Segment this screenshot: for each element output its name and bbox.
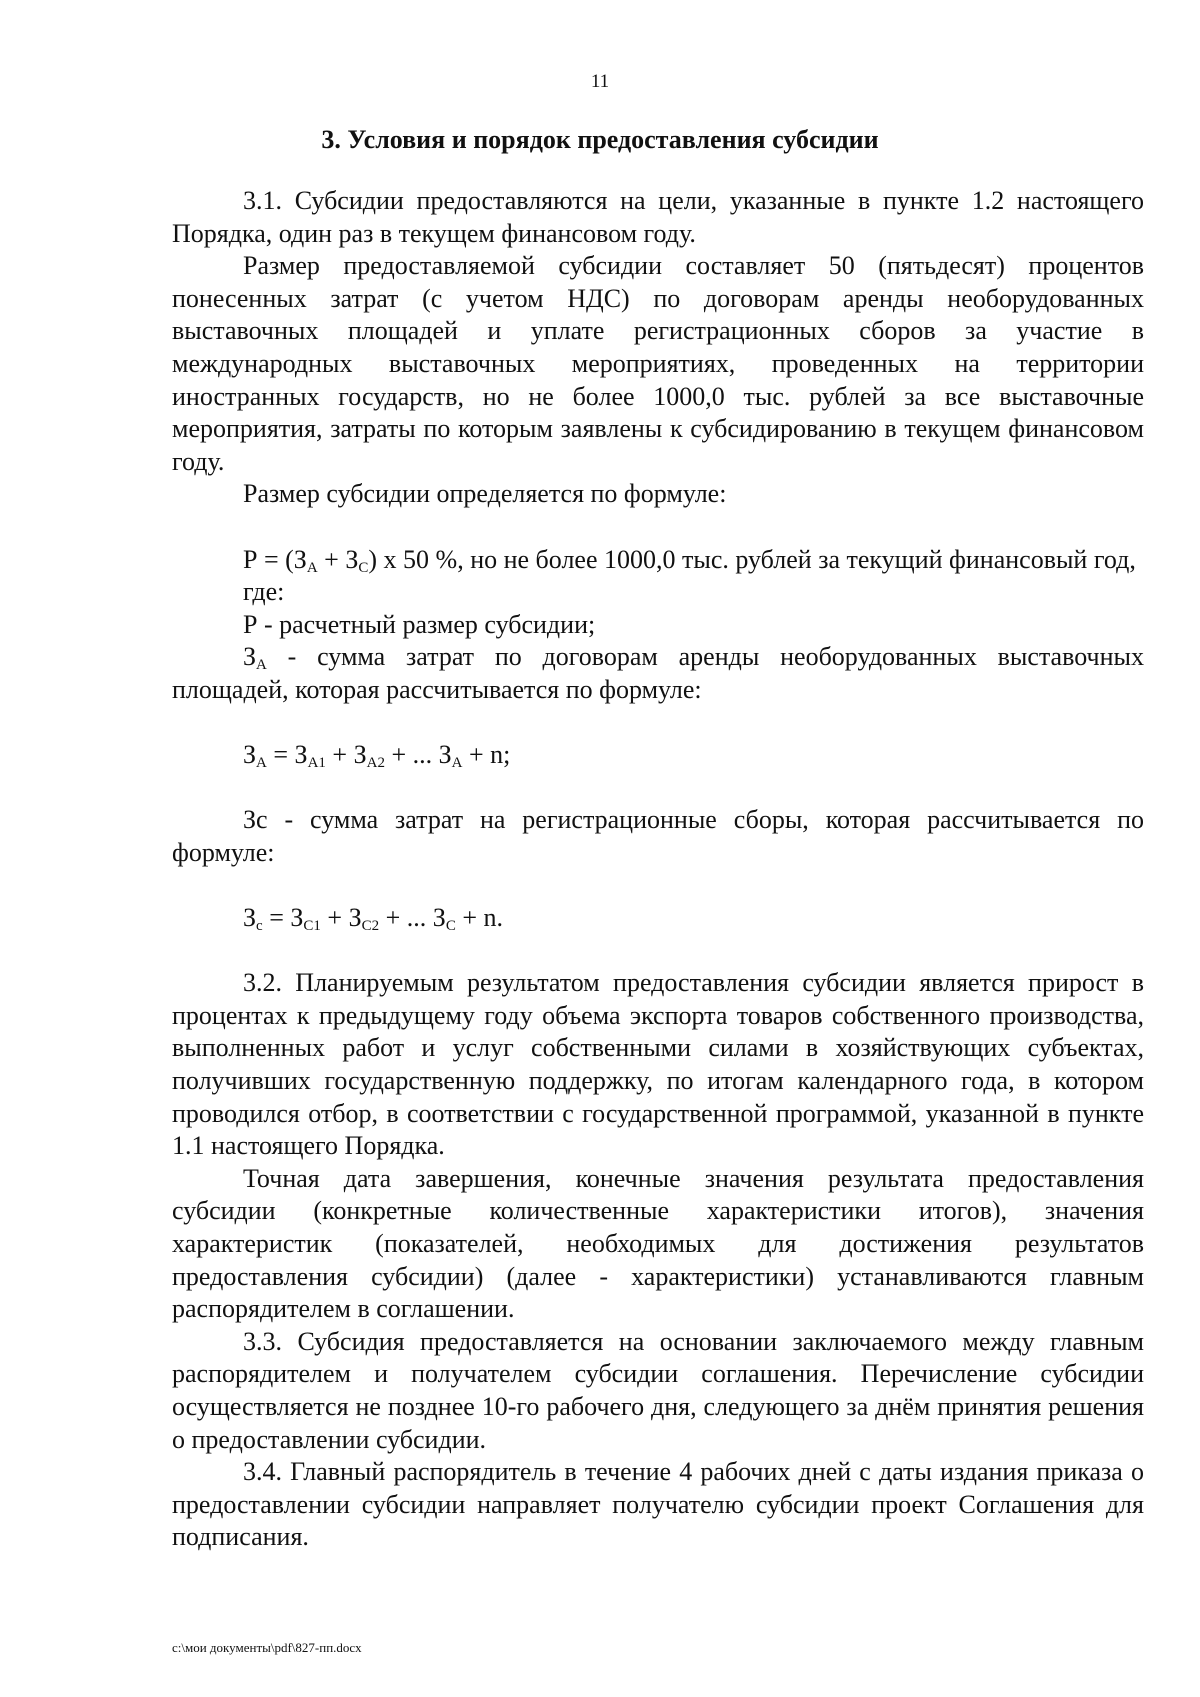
formula-zc-sub-c: С (445, 918, 456, 935)
definition-r: Р - расчетный размер субсидии; (243, 609, 596, 639)
paragraph-3-2-details: Точная дата завершения, конечные значения результата предоставления субсидии (конкретные количественные характеристики итогов), значения характеристик (показателей, необходимых для достижения результатов предоставления субсидии) (далее - характеристики) устанавливаются главным распорядителем в соглашении. (172, 1163, 1144, 1324)
definition-za-sub: А (256, 657, 267, 674)
formula-zc-sub-c1: С1 (303, 918, 321, 935)
formula-main-sub-c: С (358, 559, 369, 576)
definition-za (172, 641, 1144, 706)
formula-zc-dots: + ... З (379, 903, 446, 933)
footer-file-path: c:\мои документы\pdf\827-пп.docx (172, 1640, 362, 1655)
paragraph-3-3: 3.3. Субсидия предоставляется на основании заключаемого между главным распорядителем и получателем субсидии соглашения. Перечисление субсидии осуществляется не позднее 10-го рабочего дня, следующего за днём принятия решения о предоставлении субсидии. (172, 1326, 1144, 1454)
formula-za-sub-a2: А2 (366, 755, 385, 772)
formula-zc-sub-c2: С2 (361, 918, 380, 935)
paragraph-subsidy-size: Размер предоставляемой субсидии составляет 50 (пятьдесят) процентов понесенных затрат (с учетом НДС) по договорам аренды необорудованных выставочных площадей и уплате регистрационных сборов за участие в международных выставочных мероприятиях, проведенных на территории иностранных государств, но не более 1000,0 тыс. рублей за все выставочные мероприятия, затраты по которым заявлены к субсидированию в текущем финансовом году. (172, 251, 1144, 476)
document-body (172, 185, 1144, 1554)
formula-main (172, 544, 1144, 577)
paragraph-3-2: 3.2. Планируемым результатом предоставления субсидии является прирост в процентах к предыдущему году объема экспорта товаров собственного производства, выполненных работ и услуг собственными силами в хозяйствующих субъектах, получивших государственную поддержку, по итогам календарного года, в котором проводился отбор, в соответствии с государственной программой, указанной в пункте 1.1 настоящего Порядка. (172, 968, 1144, 1161)
formula-main-sub-a: А (306, 559, 318, 576)
page-number: 11 (590, 71, 610, 92)
formula-za-dots: + ... З (384, 740, 452, 770)
spacer (172, 511, 1144, 544)
formula-za-z: З (243, 740, 257, 770)
formula-zc-z: З (243, 903, 257, 933)
paragraph-formula-intro: Размер субсидии определяется по формуле: (243, 479, 727, 509)
formula-za-plus: + З (325, 740, 367, 770)
section-title: 3. Условия и порядок предоставления субсидии (321, 125, 879, 154)
formula-za-eq: = З (266, 740, 308, 770)
definition-za-symbol: З (243, 642, 257, 672)
formula-za-sub-a: А (451, 755, 463, 772)
spacer (172, 869, 1144, 902)
paragraph-3-4: 3.4. Главный распорядитель в течение 4 рабочих дней с даты издания приказа о предоставлении субсидии направляет получателю субсидии проект Соглашения для подписания. (172, 1457, 1144, 1552)
spacer (172, 707, 1144, 740)
paragraph-3-1: 3.1. Субсидии предоставляются на цели, указанные в пункте 1.2 настоящего Порядка, один раз в текущем финансовом году. (172, 186, 1144, 248)
formula-zc-end: + n. (455, 903, 504, 933)
formula-zc-plus: + З (320, 903, 362, 933)
spacer (172, 935, 1144, 968)
definition-za-text: - сумма затрат по договорам аренды необорудованных выставочных площадей, которая рассчитывается по формуле: (172, 642, 1144, 704)
formula-main-lead: Р = (З (243, 544, 307, 574)
spacer (172, 772, 1144, 805)
formula-za-end: + n; (462, 740, 511, 770)
where-label: где: (243, 577, 285, 607)
formula-main-plus: + З (317, 544, 359, 574)
definition-zc: Зс - сумма затрат на регистрационные сборы, которая рассчитывается по формуле: (172, 805, 1144, 867)
formula-main-tail: ) х 50 %, но не более 1000,0 тыс. рублей за текущий финансовый год, (368, 544, 1136, 574)
formula-za-sub: А (256, 755, 267, 772)
formula-zc-eq: = З (262, 903, 304, 933)
formula-zc-sub: с (256, 918, 263, 935)
formula-zc (172, 902, 1144, 935)
formula-za-sub-a1: А1 (307, 755, 326, 772)
formula-za (172, 739, 1144, 772)
